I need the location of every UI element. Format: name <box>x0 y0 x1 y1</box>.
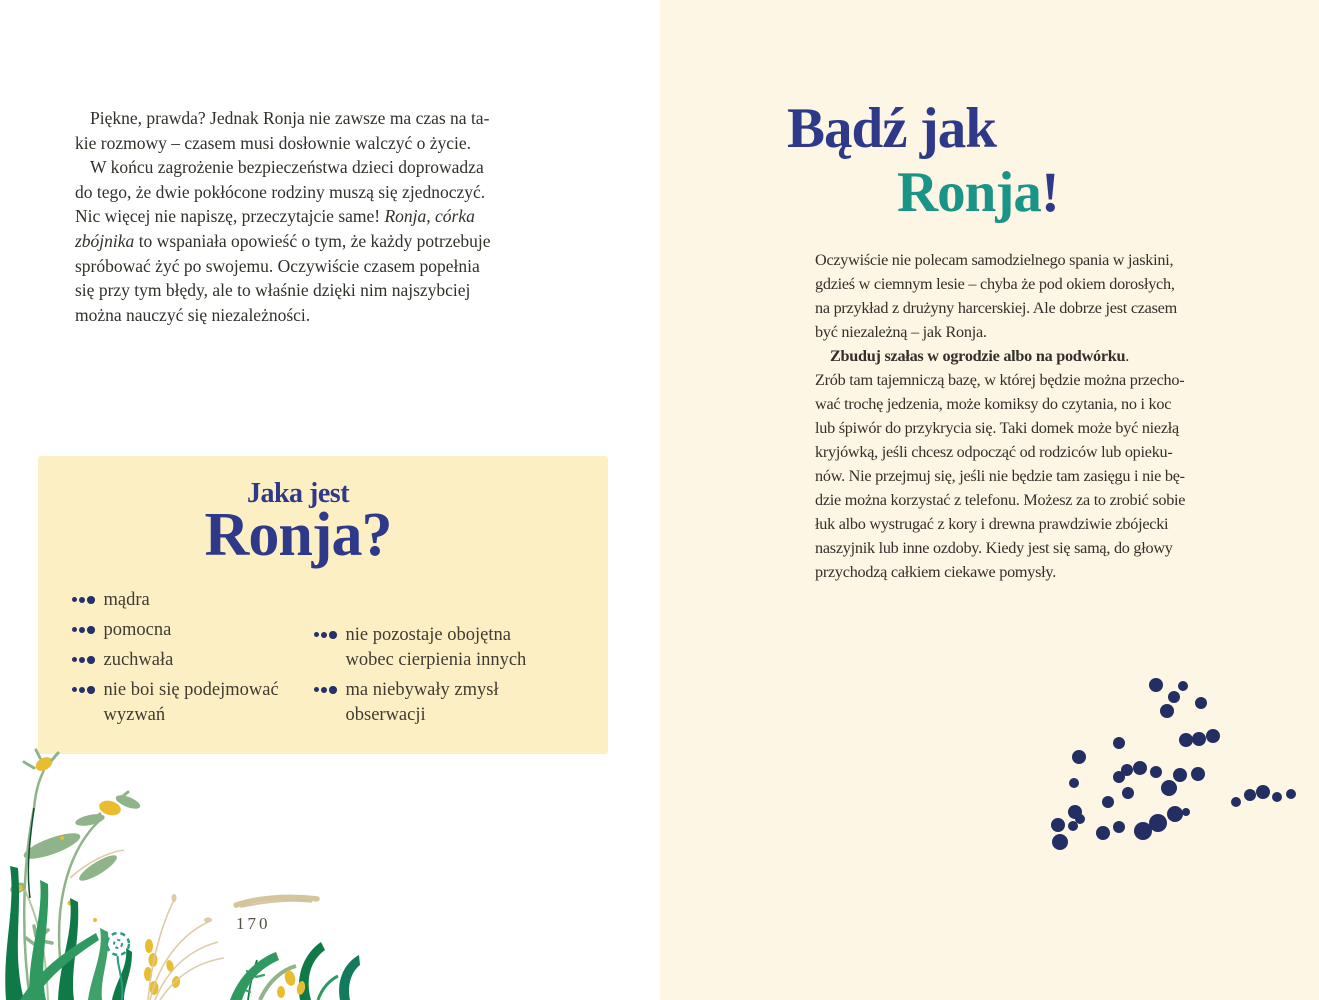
triple-dot-bullet-icon <box>72 686 95 694</box>
text-run: Ronja, córka <box>384 206 475 227</box>
text-line <box>815 344 1185 368</box>
text-line <box>815 464 1185 488</box>
trait-item <box>314 678 542 728</box>
right-page <box>660 0 1319 1000</box>
traits-column-right <box>314 623 542 733</box>
text-run: Zrób tam tajemniczą bazę, w której będzie można przecho- <box>815 371 1185 389</box>
text-run: na przykład z drużyny harcerskiej. Ale dobrze jest czasem <box>815 299 1177 317</box>
text-line <box>75 131 491 156</box>
text-line <box>75 106 491 131</box>
text-line <box>75 204 491 229</box>
text-line <box>815 440 1185 464</box>
triple-dot-bullet-icon <box>72 656 95 664</box>
wildflower-illustration <box>0 748 360 1000</box>
trait-item <box>72 618 284 643</box>
text-run: Oczywiście nie polecam samodzielnego spania w jaskini, <box>815 251 1174 269</box>
text-run: kie rozmowy – czasem musi dosłownie walczyć o życie. <box>75 132 472 153</box>
text-run: to wspaniała opowieść o tym, że każdy potrzebuje <box>134 230 491 251</box>
text-line <box>75 155 491 180</box>
text-run: być niezależną – jak Ronja. <box>815 323 987 341</box>
text-line <box>815 248 1185 272</box>
text-line <box>75 303 491 328</box>
text-run: zbójnika <box>75 230 135 251</box>
trait-label: nie pozostaje obojętna wobec cierpienia innych <box>345 625 527 670</box>
triple-dot-bullet-icon <box>314 631 337 639</box>
text-run: się przy tym błędy, ale to właśnie dzięki nim najszybciej <box>75 280 471 301</box>
text-run: przychodzą całkiem ciekawe pomysły. <box>815 563 1057 581</box>
text-line <box>815 488 1185 512</box>
triple-dot-bullet-icon <box>72 596 95 604</box>
box-title: Ronja? <box>204 501 392 569</box>
triple-dot-bullet-icon <box>72 626 95 634</box>
text-line <box>75 229 491 254</box>
text-run: do tego, że dwie pokłócone rodziny muszą się zjednoczyć. <box>75 181 486 202</box>
text-run: wać trochę jedzenia, może komiksy do czytania, no i koc <box>815 395 1172 413</box>
trait-item <box>72 678 284 728</box>
trait-item <box>72 648 284 673</box>
text-run: łuk albo wystrugać z kory i drewna prawdziwie zbójecki <box>815 515 1169 533</box>
text-run: dzie można korzystać z telefonu. Możesz za to zrobić sobie <box>815 491 1186 509</box>
triple-dot-bullet-icon <box>314 686 337 694</box>
box-kicker: Jaka jest <box>246 478 350 509</box>
text-line <box>815 416 1185 440</box>
trait-item <box>72 588 284 613</box>
chapter-heading-exclamation: ! <box>1040 161 1059 224</box>
traits-column-left <box>72 588 284 733</box>
text-run: spróbować żyć po swojemu. Oczywiście czasem popełnia <box>75 255 480 276</box>
chapter-heading-line1: Bądź jak <box>787 97 996 160</box>
text-line <box>815 320 1185 344</box>
text-run: nów. Nie przejmuj się, jeśli nie będzie tam zasięgu i nie bę- <box>815 467 1185 485</box>
left-page-paragraphs <box>75 106 491 327</box>
trait-label: mądra <box>103 590 150 610</box>
text-run: . <box>1125 347 1130 365</box>
text-line <box>815 368 1185 392</box>
text-run: gdzieś w ciemnym lesie – chyba że pod okiem dorosłych, <box>815 275 1175 293</box>
text-run: W końcu zagrożenie bezpieczeństwa dzieci doprowadza <box>90 157 484 178</box>
character-traits-box <box>38 456 608 754</box>
trait-label: ma niebywały zmysł obserwacji <box>345 680 499 725</box>
text-run: naszyjnik lub inne ozdoby. Kiedy jest się samą, do głowy <box>815 539 1173 557</box>
text-line <box>75 278 491 303</box>
right-page-paragraphs <box>815 248 1185 584</box>
trait-label: zuchwała <box>103 650 174 670</box>
text-run: kryjówką, jeśli chcesz odpocząć od rodziców lub opieku- <box>815 443 1173 461</box>
text-line <box>815 512 1185 536</box>
page-number: 170 <box>236 914 271 933</box>
text-line <box>75 254 491 279</box>
trait-item <box>314 623 542 673</box>
chapter-heading-line2 <box>897 160 1059 225</box>
text-run: Zbuduj szałas w ogrodzie albo na podwórku <box>830 347 1126 365</box>
scattered-dots-illustration <box>1040 665 1310 855</box>
text-run: Piękne, prawda? Jednak Ronja nie zawsze ma czas na ta- <box>90 108 490 128</box>
trait-label: pomocna <box>103 620 172 640</box>
text-run: lub śpiwór do przykrycia się. Taki domek może być niezłą <box>815 419 1179 437</box>
text-line <box>815 296 1185 320</box>
text-line <box>75 180 491 205</box>
text-line <box>815 536 1185 560</box>
text-line <box>815 392 1185 416</box>
text-run: można nauczyć się niezależności. <box>75 304 311 325</box>
text-run: Nic więcej nie napiszę, przeczytajcie same! <box>75 206 385 227</box>
text-line <box>815 272 1185 296</box>
chapter-heading-word: Ronja <box>897 161 1041 224</box>
text-line <box>815 560 1185 584</box>
trait-label: nie boi się podejmować wyzwań <box>103 680 279 725</box>
